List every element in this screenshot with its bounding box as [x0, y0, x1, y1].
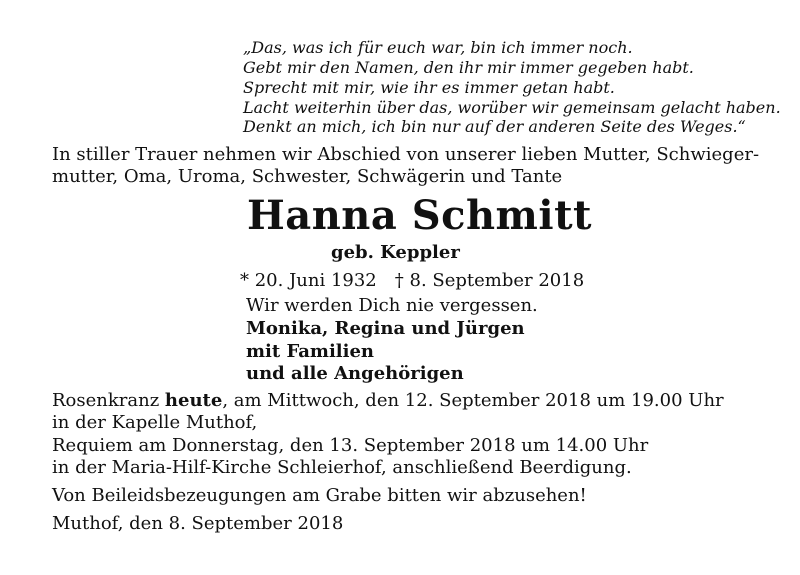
- poem-line: Gebt mir den Namen, den ihr mir immer gegeben habt.: [243, 58, 694, 77]
- life-dates: [240, 270, 584, 291]
- closing-line: Wir werden Dich nie vergessen.: [246, 295, 538, 316]
- mourner-line: Monika, Regina und Jürgen: [246, 318, 525, 339]
- poem-line: Sprecht mit mir, wie ihr es immer getan habt.: [243, 78, 615, 97]
- birth-date: * 20. Juni 1932: [240, 270, 377, 291]
- mourner-line: mit Familien: [246, 341, 375, 362]
- poem-line: „Das, was ich für euch war, bin ich immer noch.: [243, 38, 633, 57]
- maiden-name: geb. Keppler: [331, 242, 460, 263]
- rosary-line: [52, 390, 724, 411]
- rosary-today: heute: [164, 390, 223, 411]
- death-date: † 8. September 2018: [394, 270, 585, 291]
- intro-line: In stiller Trauer nehmen wir Abschied von unserer lieben Mutter, Schwieger-: [52, 144, 760, 165]
- rosary-suffix: , am Mittwoch, den 12. September 2018 um 19.00 Uhr: [222, 390, 724, 411]
- condolence-note: Von Beileidsbezeugungen am Grabe bitten wir abzusehen!: [52, 485, 587, 506]
- poem-line: Lacht weiterhin über das, worüber wir gemeinsam gelacht haben.: [243, 98, 781, 117]
- deceased-name: Hanna Schmitt: [247, 192, 593, 239]
- requiem-line: Requiem am Donnerstag, den 13. September 2018 um 14.00 Uhr: [52, 435, 649, 456]
- rosary-place: in der Kapelle Muthof,: [52, 412, 258, 433]
- place-date: Muthof, den 8. September 2018: [52, 513, 344, 534]
- poem-line: Denkt an mich, ich bin nur auf der anderen Seite des Weges.“: [243, 117, 746, 136]
- rosary-prefix: Rosenkranz: [52, 390, 165, 411]
- requiem-place: in der Maria-Hilf-Kirche Schleierhof, anschließend Beerdigung.: [52, 457, 632, 478]
- mourner-line: und alle Angehörigen: [246, 363, 464, 384]
- intro-line: mutter, Oma, Uroma, Schwester, Schwägerin und Tante: [52, 166, 563, 187]
